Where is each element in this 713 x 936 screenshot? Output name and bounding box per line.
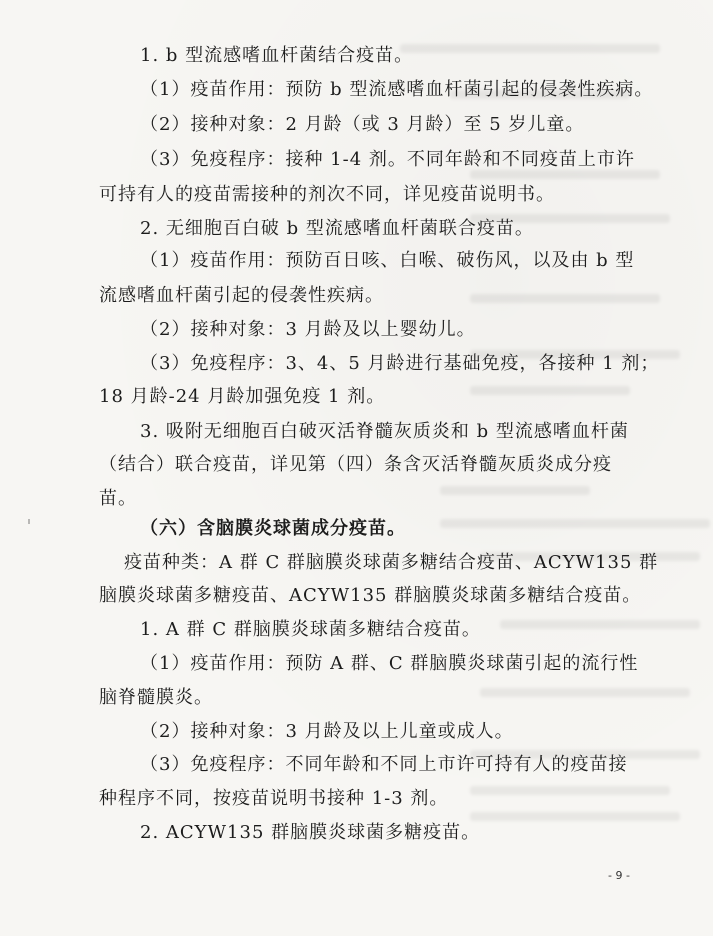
text-line: 可持有人的疫苗需接种的剂次不同，详见疫苗说明书。 [99, 184, 555, 205]
text-line: （3）免疫程序：不同年龄和不同上市许可持有人的疫苗接 [140, 754, 628, 775]
text-line: （2）接种对象：2 月龄（或 3 月龄）至 5 岁儿童。 [140, 114, 585, 135]
text-line: 1. b 型流感嗜血杆菌结合疫苗。 [140, 45, 414, 66]
page-number: - 9 - [608, 869, 630, 882]
text-line: （3）免疫程序：3、4、5 月龄进行基础免疫，各接种 1 剂； [140, 353, 660, 374]
text-line: 种程序不同，按疫苗说明书接种 1-3 剂。 [99, 788, 449, 809]
text-line: 2. ACYW135 群脑膜炎球菌多糖疫苗。 [140, 822, 481, 843]
text-line: 2. 无细胞百白破 b 型流感嗜血杆菌联合疫苗。 [140, 218, 534, 239]
text-line: 1. A 群 C 群脑膜炎球菌多糖结合疫苗。 [140, 619, 481, 640]
text-line: 疫苗种类：A 群 C 群脑膜炎球菌多糖结合疫苗、ACYW135 群 [124, 552, 659, 573]
margin-mark [28, 519, 30, 524]
text-line: （1）疫苗作用：预防 b 型流感嗜血杆菌引起的侵袭性疾病。 [140, 79, 654, 100]
text-line: 流感嗜血杆菌引起的侵袭性疾病。 [99, 285, 384, 306]
text-line: 脑膜炎球菌多糖疫苗、ACYW135 群脑膜炎球菌多糖结合疫苗。 [99, 585, 642, 606]
text-line: （3）免疫程序：接种 1-4 剂。不同年龄和不同疫苗上市许 [140, 149, 635, 170]
text-line: （1）疫苗作用：预防百日咳、白喉、破伤风，以及由 b 型 [140, 250, 635, 271]
text-line: （2）接种对象：3 月龄及以上儿童或成人。 [140, 721, 514, 742]
text-line: （1）疫苗作用：预防 A 群、C 群脑膜炎球菌引起的流行性 [140, 653, 639, 674]
text-line: 18 月龄-24 月龄加强免疫 1 剂。 [99, 386, 386, 407]
text-line: 苗。 [99, 488, 137, 509]
text-line: （2）接种对象：3 月龄及以上婴幼儿。 [140, 319, 476, 340]
section-heading: （六）含脑膜炎球菌成分疫苗。 [140, 518, 406, 539]
text-line: 脑脊髓膜炎。 [99, 687, 213, 708]
text-line: （结合）联合疫苗，详见第（四）条含灭活脊髓灰质炎成分疫 [99, 454, 612, 475]
text-line: 3. 吸附无细胞百白破灭活脊髓灰质炎和 b 型流感嗜血杆菌 [140, 421, 629, 442]
